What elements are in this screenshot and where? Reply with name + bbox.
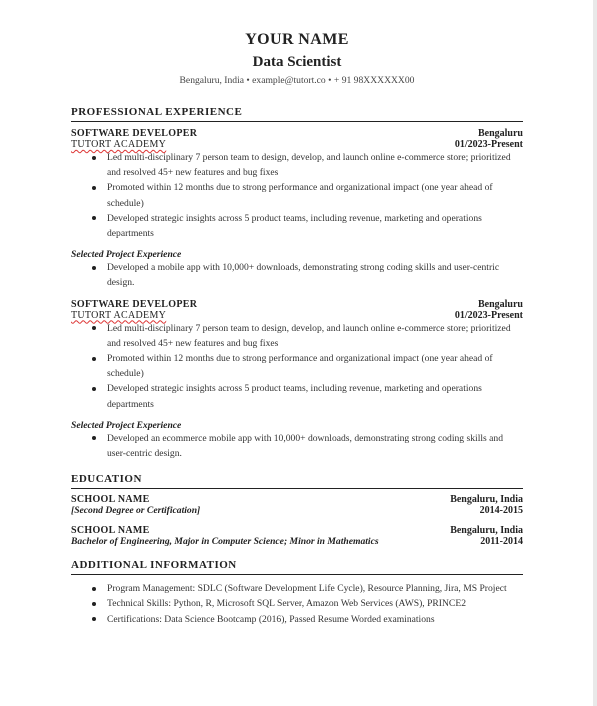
- list-item[interactable]: Technical Skills: Python, R, Microsoft SQL Server, Amazon Web Services (AWS), PRINCE2: [107, 596, 523, 611]
- school-location[interactable]: Bengaluru, India: [450, 525, 523, 537]
- additional-section-title[interactable]: ADDITIONAL INFORMATION: [71, 559, 523, 575]
- project-label[interactable]: Selected Project Experience: [71, 249, 182, 261]
- project-label[interactable]: Selected Project Experience: [71, 419, 182, 431]
- education-years[interactable]: 2011-2014: [480, 536, 523, 548]
- list-item[interactable]: Developed strategic insights across 5 product teams, including revenue, marketing and operations departments: [107, 211, 523, 241]
- list-item[interactable]: Program Management: SDLC (Software Development Life Cycle), Resource Planning, Jira, MS Project: [107, 581, 523, 596]
- job-location[interactable]: Bengaluru: [477, 128, 523, 139]
- job-bullets: [71, 321, 523, 412]
- candidate-title[interactable]: Data Scientist: [252, 54, 342, 70]
- page-edge: [593, 0, 597, 706]
- experience-section-title[interactable]: PROFESSIONAL EXPERIENCE: [71, 106, 523, 122]
- candidate-name[interactable]: YOUR NAME: [245, 31, 349, 48]
- list-item[interactable]: Certifications: Data Science Bootcamp (2016), Passed Resume Worded examinations: [107, 612, 523, 627]
- project-bullets: [71, 260, 523, 290]
- job-subheader: [71, 310, 523, 321]
- education-subheader: [71, 536, 523, 547]
- job-entry: [71, 128, 523, 291]
- job-dates[interactable]: 01/2023-Present: [454, 309, 523, 321]
- school-location[interactable]: Bengaluru, India: [450, 494, 523, 506]
- education-entry: [71, 494, 523, 516]
- list-item[interactable]: Led multi-disciplinary 7 person team to design, develop, and launch online e-commerce store; prioritized and resolved 45+ new features and bug fixes: [107, 150, 523, 180]
- job-title[interactable]: SOFTWARE DEVELOPER: [71, 128, 198, 139]
- school-name[interactable]: SCHOOL NAME: [71, 525, 150, 537]
- job-location[interactable]: Bengaluru: [477, 298, 523, 310]
- list-item[interactable]: Developed a mobile app with 10,000+ downloads, demonstrating strong coding skills and user-centric design.: [107, 260, 523, 290]
- job-title[interactable]: SOFTWARE DEVELOPER: [71, 298, 198, 310]
- list-item[interactable]: Promoted within 12 months due to strong performance and organizational impact (one year ahead of schedule): [107, 351, 523, 381]
- job-entry: [71, 299, 523, 462]
- education-section-title[interactable]: EDUCATION: [71, 473, 523, 489]
- job-header: [71, 299, 523, 310]
- company-name[interactable]: TUTORT ACADEMY: [71, 139, 167, 150]
- project-bullets: [71, 431, 523, 461]
- list-item[interactable]: Developed an ecommerce mobile app with 10,000+ downloads, demonstrating strong coding skills and user-centric design.: [107, 431, 523, 461]
- job-header: [71, 128, 523, 139]
- degree[interactable]: Bachelor of Engineering, Major in Computer Science; Minor in Mathematics: [71, 536, 379, 548]
- job-dates[interactable]: 01/2023-Present: [454, 139, 523, 150]
- company-name[interactable]: TUTORT ACADEMY: [71, 309, 167, 321]
- additional-bullets: [71, 581, 523, 627]
- school-name[interactable]: SCHOOL NAME: [71, 494, 150, 506]
- list-item[interactable]: Promoted within 12 months due to strong performance and organizational impact (one year ahead of schedule): [107, 180, 523, 210]
- education-subheader: [71, 505, 523, 516]
- resume: [71, 30, 523, 627]
- contact-line[interactable]: Bengaluru, India • example@tutort.co • + 91 98XXXXXX00: [179, 75, 415, 86]
- education-years[interactable]: 2014-2015: [479, 505, 523, 517]
- list-item[interactable]: Developed strategic insights across 5 product teams, including revenue, marketing and operations departments: [107, 381, 523, 411]
- education-entry: [71, 525, 523, 547]
- job-subheader: [71, 139, 523, 150]
- job-bullets: [71, 150, 523, 241]
- degree[interactable]: [Second Degree or Certification]: [71, 505, 201, 517]
- education-header: [71, 494, 523, 505]
- list-item[interactable]: Led multi-disciplinary 7 person team to design, develop, and launch online e-commerce store; prioritized and resolved 45+ new features and bug fixes: [107, 321, 523, 351]
- education-header: [71, 525, 523, 536]
